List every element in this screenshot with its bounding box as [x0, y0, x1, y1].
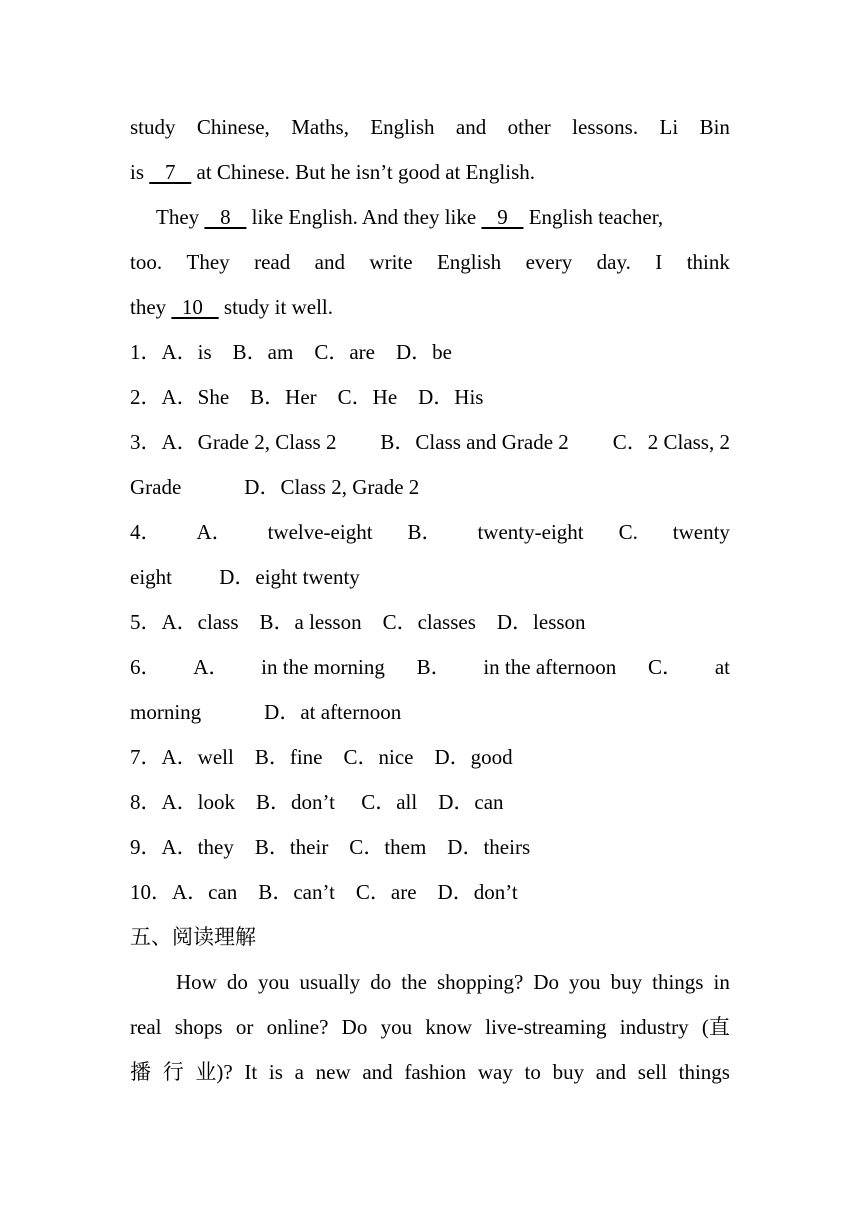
- word: twenty: [672, 520, 730, 544]
- word: you: [569, 970, 601, 994]
- word: A．: [196, 520, 233, 544]
- question-7: 7．A．well B．fine C．nice D．good: [130, 745, 513, 769]
- blank-8: 8: [204, 205, 247, 229]
- word: think: [686, 250, 730, 274]
- word: do: [226, 970, 248, 994]
- word: real: [130, 1015, 162, 1039]
- word: English: [436, 250, 502, 274]
- word: online?: [266, 1015, 329, 1039]
- word: They: [186, 250, 230, 274]
- question-10: 10．A．can B．can’t C．are D．don’t: [130, 880, 518, 904]
- word: the: [401, 970, 427, 994]
- word: twenty-eight: [477, 520, 584, 544]
- passage-line-2: [130, 157, 730, 187]
- word: Do: [341, 1015, 368, 1039]
- word: and: [595, 1060, 627, 1084]
- word: and: [455, 115, 487, 139]
- word: I: [655, 250, 663, 274]
- word: industry: [619, 1015, 689, 1039]
- word: lessons.: [572, 115, 639, 139]
- word: 行: [162, 1060, 184, 1084]
- word: Do: [533, 970, 559, 994]
- word: things: [652, 970, 704, 994]
- word: and: [362, 1060, 393, 1084]
- word: and: [314, 250, 345, 274]
- word: a: [294, 1060, 304, 1084]
- word: How: [176, 970, 217, 994]
- word: write: [369, 250, 413, 274]
- question-8: 8．A．look B．don’t C．all D．can: [130, 790, 504, 814]
- word: in: [713, 970, 730, 994]
- word: sell: [637, 1060, 667, 1084]
- word: way: [477, 1060, 513, 1084]
- question-1: 1．A．is B．am C．are D．be: [130, 340, 452, 364]
- word: shops: [174, 1015, 223, 1039]
- text: they: [130, 295, 172, 319]
- word: too.: [130, 250, 163, 274]
- word: every: [525, 250, 573, 274]
- passage-line-3: [156, 202, 730, 232]
- word: It: [244, 1060, 258, 1084]
- word: to: [524, 1060, 541, 1084]
- question-5: 5．A．class B．a lesson C．classes D．lesson: [130, 610, 586, 634]
- question-4-continued: eight D．eight twenty: [130, 565, 360, 589]
- word: Maths,: [291, 115, 349, 139]
- question-3: [130, 427, 730, 457]
- word: 3．A．Grade 2, Class 2: [130, 430, 337, 454]
- word: is: [268, 1060, 283, 1084]
- passage-line-4: [130, 247, 730, 277]
- word: 4．: [130, 520, 162, 544]
- text: at Chinese. But he isn’t good at English.: [191, 160, 536, 184]
- word: Bin: [699, 115, 730, 139]
- word: A．: [193, 655, 230, 679]
- word: do: [370, 970, 392, 994]
- word: new: [315, 1060, 351, 1084]
- text: They: [156, 205, 205, 229]
- section-heading: 五、阅读理解: [130, 925, 256, 949]
- word: twelve-eight: [267, 520, 373, 544]
- reading-line-1: [176, 967, 730, 997]
- question-3-continued: Grade D．Class 2, Grade 2: [130, 475, 420, 499]
- word: read: [254, 250, 291, 274]
- blank-9: 9: [481, 205, 524, 229]
- blank-10: 10: [171, 295, 219, 319]
- word: at: [714, 655, 730, 679]
- word: you: [380, 1015, 413, 1039]
- word: C．2 Class, 2: [612, 430, 730, 454]
- word: know: [425, 1015, 472, 1039]
- reading-line-2: [130, 1012, 730, 1042]
- word: B．: [407, 520, 443, 544]
- question-9: 9．A．they B．their C．them D．theirs: [130, 835, 531, 859]
- word: (直: [701, 1015, 730, 1039]
- text: like English. And they like: [246, 205, 482, 229]
- question-4: [130, 517, 730, 547]
- word: day.: [596, 250, 631, 274]
- word: other: [507, 115, 551, 139]
- word: Chinese,: [196, 115, 270, 139]
- word: B．Class and Grade 2: [380, 430, 569, 454]
- blank-7: 7: [149, 160, 192, 184]
- word: 6．: [130, 655, 162, 679]
- word: 业)?: [195, 1060, 233, 1084]
- word: usually: [299, 970, 361, 994]
- word: fashion: [404, 1060, 467, 1084]
- question-6: [130, 652, 730, 682]
- word: in the afternoon: [483, 655, 617, 679]
- word: 播: [130, 1060, 151, 1084]
- passage-line-5: [130, 292, 730, 322]
- word: buy: [552, 1060, 585, 1084]
- question-6-continued: morning D．at afternoon: [130, 700, 402, 724]
- word: English: [370, 115, 435, 139]
- word: things: [678, 1060, 730, 1084]
- word: study: [130, 115, 176, 139]
- word: you: [257, 970, 290, 994]
- word: or: [235, 1015, 254, 1039]
- text: English teacher,: [523, 205, 664, 229]
- word: C．: [648, 655, 684, 679]
- word: live-streaming: [485, 1015, 607, 1039]
- word: Li: [659, 115, 679, 139]
- passage-line-1: [130, 112, 730, 142]
- word: C.: [618, 520, 638, 544]
- word: buy: [610, 970, 643, 994]
- question-2: 2．A．She B．Her C．He D．His: [130, 385, 484, 409]
- word: B．: [416, 655, 452, 679]
- text: is: [130, 160, 150, 184]
- reading-line-3: [130, 1057, 730, 1087]
- word: in the morning: [261, 655, 385, 679]
- text: study it well.: [218, 295, 333, 319]
- word: shopping?: [436, 970, 524, 994]
